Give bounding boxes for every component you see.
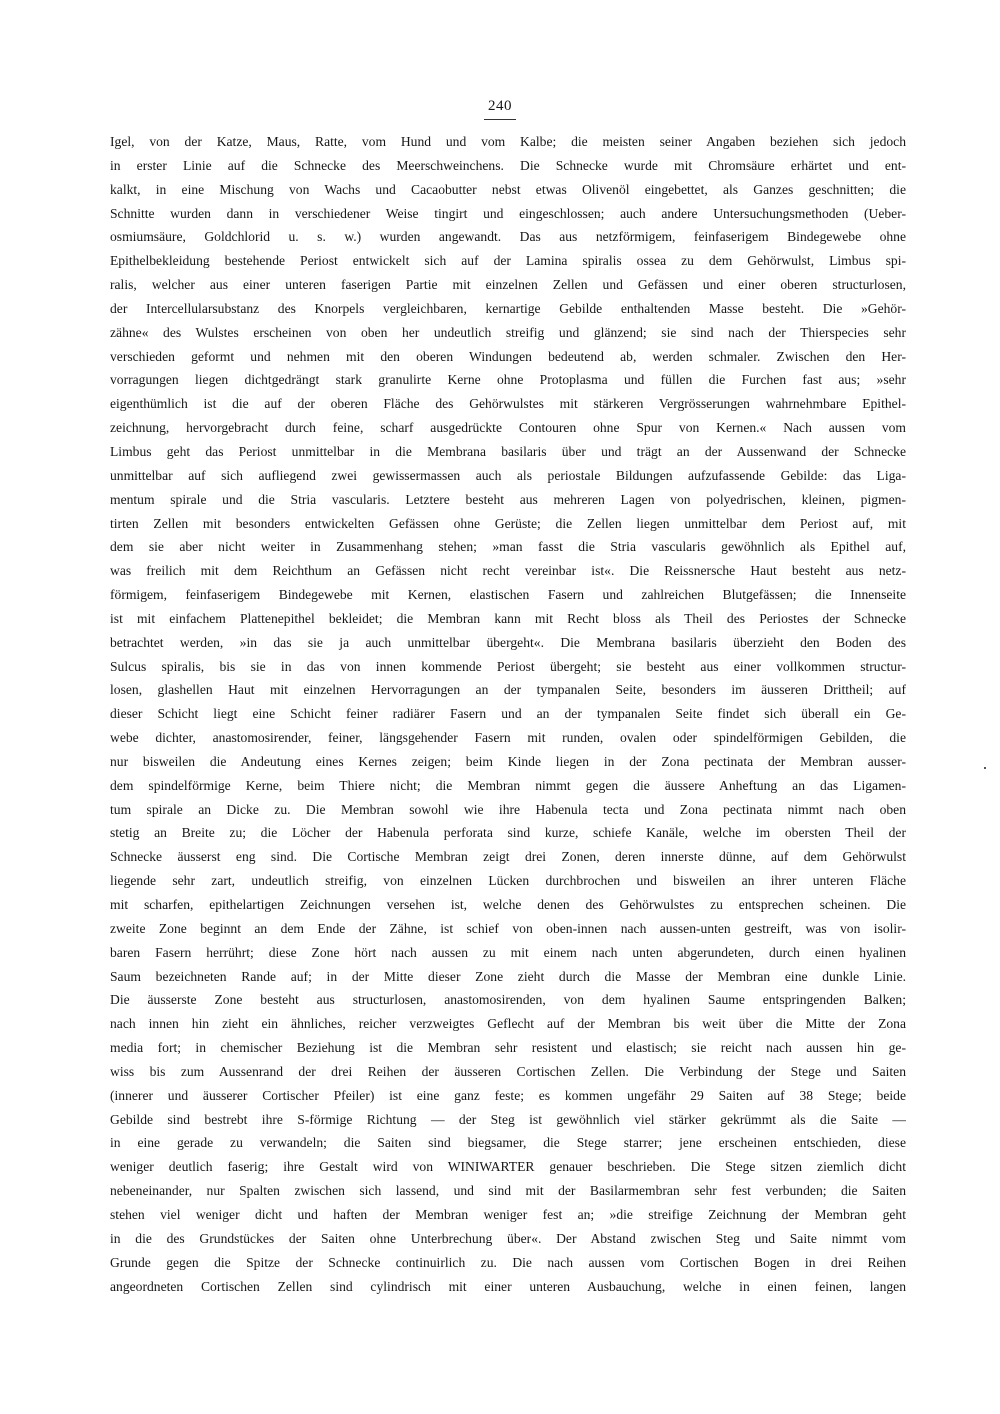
- text-line: eigenthümlich ist die auf der oberen Fläche des Gehörwulstes mit stärkeren Vergrösserungen wahrnehmbare Epithel-: [110, 396, 906, 412]
- text-line: media fort; in chemischer Beziehung ist die Membran sehr resistent und elastisch; sie reicht nach aussen hin ge-: [110, 1040, 906, 1056]
- text-line: Schnecke äusserst eng sind. Die Cortische Membran zeigt drei Zonen, deren innerste dünne, auf dem Gehörwulst: [110, 849, 906, 865]
- text-line: Sulcus spiralis, bis sie in das von innen kommende Periost übergeht; sie besteht aus einer vollkommen structur-: [110, 658, 906, 674]
- text-line: der Intercellularsubstanz des Knorpels vergleichbaren, kernartige Gebilde enthaltenden Masse besteht. Die »Gehör-: [110, 300, 906, 316]
- text-line: angeordneten Cortischen Zellen sind cylindrisch mit einer unteren Ausbauchung, welche in einen feinen, langen: [110, 1278, 906, 1294]
- text-line: vorragungen liegen dichtgedrängt stark granulirte Kerne ohne Protoplasma und füllen die Furchen fast aus; »sehr: [110, 372, 906, 388]
- text-line: Die äusserste Zone besteht aus structurlosen, anastomosirenden, von dem hyalinen Saume entspringenden Balken;: [110, 992, 906, 1008]
- text-line: nach innen hin zieht ein ähnliches, reicher verzweigtes Geflecht auf der Membran bis weit über die Mitte der Zona: [110, 1016, 906, 1032]
- text-line: was freilich mit dem Reichthum an Gefässen nicht recht vereinbar ist«. Die Reissnersche Haut besteht aus netz-: [110, 563, 906, 579]
- text-line: zeichnung, hervorgebracht durch feine, scharf ausgedrückte Contouren ohne Spur von Kernen.« Nach aussen vom: [110, 420, 906, 436]
- text-line: nebeneinander, nur Spalten zwischen sich lassend, und sind mit der Basilarmembran sehr fest verbunden; die Saiten: [110, 1183, 906, 1199]
- text-line: in erster Linie auf die Schnecke des Meerschweinchens. Die Schnecke wurde mit Chromsäure erhärtet und ent-: [110, 157, 906, 173]
- text-line: Grunde gegen die Spitze der Schnecke continuirlich zu. Die nach aussen vom Cortischen Bogen in drei Reihen: [110, 1254, 906, 1270]
- text-line: in eine gerade zu verwandeln; die Saiten sind biegsamer, die Stege starrer; jene erscheinen entschieden, diese: [110, 1135, 906, 1151]
- text-line: stetig an Breite zu; die Löcher der Habenula perforata sind kurze, schiefe Kanäle, welche im obersten Theil der: [110, 825, 906, 841]
- text-line: kalkt, in eine Mischung von Wachs und Cacaobutter nebst etwas Olivenöl eingebettet, als Ganzes geschnitten; die: [110, 181, 906, 197]
- text-line: webe dichter, anastomosirender, feiner, längsgehender Fasern mit runden, ovalen oder spindelförmigen Gebilden, die: [110, 730, 906, 746]
- text-line: dieser Schicht liegt eine Schicht feiner radiärer Fasern und an der tympanalen Seite findet sich überall ein Ge-: [110, 706, 906, 722]
- text-line: förmigem, feinfaserigem Bindegewebe mit Kernen, elastischen Fasern und zahlreichen Blutgefässen; die Innenseite: [110, 587, 906, 603]
- text-line: zähne« des Wulstes erscheinen von oben her undeutlich streifig und glänzend; sie sind nach der Thierspecies sehr: [110, 324, 906, 340]
- text-line: betrachtet werden, »in das sie ja auch unmittelbar übergeht«. Die Membrana basilaris überzieht den Boden des: [110, 634, 906, 650]
- text-line: dem spindelförmige Kerne, beim Thiere nicht; die Membran nimmt gegen die äussere Anheftung an das Ligamen-: [110, 777, 906, 793]
- text-line: nur bisweilen die Andeutung eines Kernes zeigen; beim Kinde liegen in der Zona pectinata der Membran ausser-: [110, 753, 906, 769]
- text-line: wiss bis zum Aussenrand der drei Reihen der äusseren Cortischen Zellen. Die Verbindung der Stege und Saiten: [110, 1063, 906, 1079]
- body-text: [110, 130, 906, 1298]
- page-number-rule: [484, 119, 516, 120]
- text-line: dem sie aber nicht weiter in Zusammenhang stehen; »man fasst die Stria vascularis gewöhnlich als Epithel auf,: [110, 539, 906, 555]
- text-line: verschieden geformt und nehmen mit den oberen Windungen bedeutend ab, werden schmaler. Zwischen den Her-: [110, 348, 906, 364]
- text-line: Gebilde sind bestrebt ihre S-förmige Richtung — der Steg ist gewöhnlich viel stärker gekrümmt als die Saite —: [110, 1111, 906, 1127]
- text-line: (innerer und äusserer Cortischer Pfeiler) ist eine ganz feste; es kommen ungefähr 29 Saiten auf 38 Stege; beide: [110, 1087, 906, 1103]
- text-line: ist mit einfachem Plattenepithel bekleidet; die Membran kann mit Recht bloss als Theil des Periostes der Schnecke: [110, 610, 906, 626]
- page-number: 240: [488, 98, 512, 114]
- text-line: baren Fasern herrührt; diese Zone hört nach aussen zu mit einem nach unten abgerundeten, durch einen hyalinen: [110, 944, 906, 960]
- text-line: Limbus geht das Periost unmittelbar in die Membrana basilaris über und trägt an der Aussenwand der Schnecke: [110, 443, 906, 459]
- text-line: mit scharfen, epithelartigen Zeichnungen versehen ist, welche denen des Gehörwulstes zu entsprechen scheinen. Die: [110, 897, 906, 912]
- scan-artifact: [984, 767, 986, 769]
- text-line: tirten Zellen mit besonders entwickelten Gefässen ohne Gerüste; die Zellen liegen unmittelbar dem Periost auf, mit: [110, 515, 906, 531]
- text-line: losen, glashellen Haut mit einzelnen Hervorragungen an der tympanalen Seite, besonders im äusseren Drittheil; auf: [110, 682, 906, 698]
- text-line: Epithelbekleidung bestehende Periost entwickelt sich auf der Lamina spiralis ossea zu dem Gehörwulst, Limbus spi-: [110, 253, 906, 269]
- text-line: weniger deutlich faserig; ihre Gestalt wird von WINIWARTER genauer beschrieben. Die Stege sitzen ziemlich dicht: [110, 1159, 906, 1175]
- text-line: stehen viel weniger dicht und haften der Membran weniger fest an; »die streifige Zeichnung der Membran geht: [110, 1206, 906, 1222]
- text-line: unmittelbar auf sich aufliegend zwei gewissermassen auch als periostale Bildungen aufzufassende Gebilde: das Liga-: [110, 467, 906, 483]
- text-line: ralis, welcher aus einer unteren faserigen Partie mit einzelnen Zellen und Gefässen und einer oberen structurlosen,: [110, 277, 906, 293]
- text-line: Saum bezeichneten Rande auf; in der Mitte dieser Zone zieht durch die Masse der Membran eine dunkle Linie.: [110, 968, 906, 984]
- text-line: mentum spirale und die Stria vascularis. Letztere besteht aus mehreren Lagen von polyedrischen, kleinen, pigmen-: [110, 491, 906, 507]
- text-line: in die des Grundstückes der Saiten ohne Unterbrechung über«. Der Abstand zwischen Steg und Saite nimmt vom: [110, 1230, 906, 1246]
- text-line: osmiumsäure, Goldchlorid u. s. w.) wurden angewandt. Das aus netzförmigem, feinfaserigem Bindegewebe ohne: [110, 229, 906, 245]
- text-line: zweite Zone beginnt an dem Ende der Zähne, ist schief von oben-innen nach aussen-unten gestreift, was von isolir-: [110, 920, 906, 936]
- text-line: Schnitte wurden dann in verschiedener Weise tingirt und eingeschlossen; auch andere Untersuchungsmethoden (Ueber-: [110, 205, 906, 221]
- text-line: liegende sehr zart, undeutlich streifig, von einzelnen Lücken durchbrochen und bisweilen an ihrer unteren Fläche: [110, 873, 906, 889]
- text-line: Igel, von der Katze, Maus, Ratte, vom Hund und vom Kalbe; die meisten seiner Angaben beziehen sich jedoch: [110, 134, 906, 149]
- text-line: tum spirale an Dicke zu. Die Membran sowohl wie ihre Habenula tecta und Zona pectinata nimmt nach oben: [110, 801, 906, 817]
